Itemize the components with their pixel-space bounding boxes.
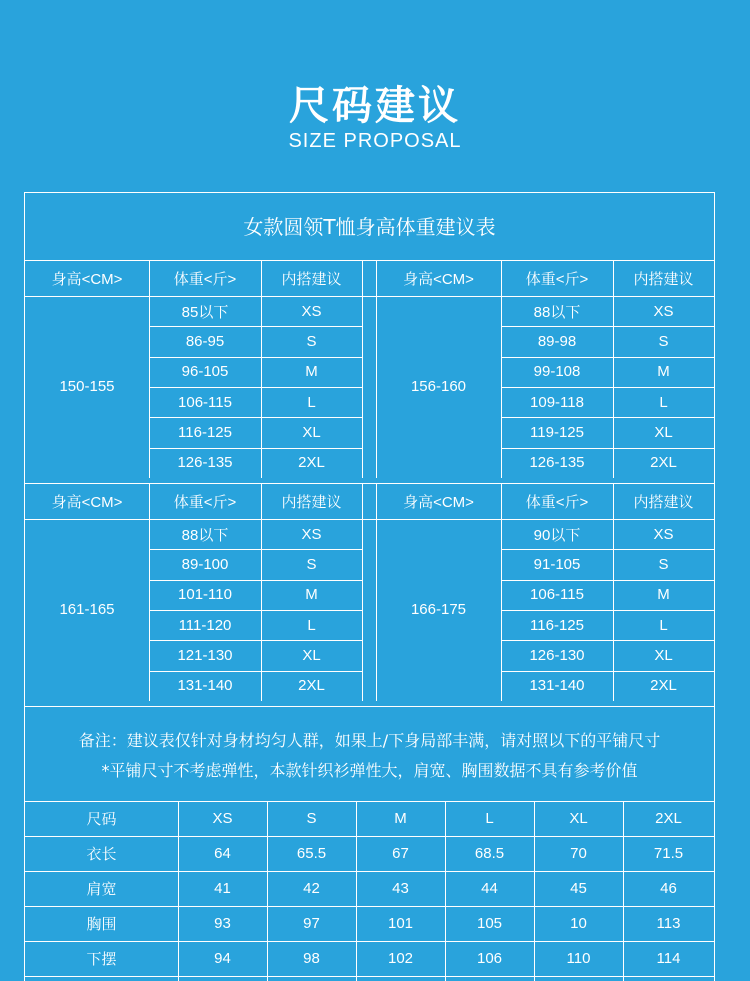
measure-value-cell: 42 [303, 880, 320, 897]
size-cell: XL [302, 646, 321, 664]
column-header: 体重<斤> [173, 270, 237, 288]
height-range-cell: 161-165 [59, 601, 115, 619]
size-cell: L [307, 393, 316, 411]
measure-size-header: XL [569, 810, 588, 827]
table-divider [149, 549, 362, 550]
weight-range-cell: 131-140 [529, 677, 585, 695]
size-chart-frame [24, 192, 715, 981]
weight-range-cell: 106-115 [530, 586, 584, 604]
weight-range-cell: 106-115 [178, 393, 232, 411]
column-header: 体重<斤> [525, 270, 589, 288]
size-cell: S [658, 332, 669, 350]
table-divider [534, 801, 535, 981]
measure-value-cell: 101 [387, 915, 414, 932]
measure-value-cell: 41 [214, 880, 231, 897]
page-title: 尺码建议 [289, 83, 461, 129]
size-cell: S [306, 555, 317, 573]
table-divider [613, 260, 614, 478]
table-divider [25, 706, 714, 707]
size-cell: S [658, 555, 669, 573]
measure-value-cell: 94 [214, 950, 231, 967]
note-line-1: 备注：建议表仅针对身材均匀人群，如果上/下身局部丰满，请对照以下的平铺尺寸 [78, 731, 661, 750]
measure-size-header: L [485, 810, 494, 827]
table-divider [149, 483, 150, 701]
table-divider [501, 640, 714, 641]
table-divider [362, 260, 363, 478]
table-divider [149, 260, 150, 478]
measure-value-cell: 67 [392, 845, 409, 862]
weight-range-cell: 86-95 [185, 332, 225, 350]
size-cell: XS [653, 525, 674, 543]
measure-value-cell: 65.5 [296, 845, 327, 862]
table-divider [149, 417, 362, 418]
table-divider [261, 483, 262, 701]
table-divider [149, 671, 362, 672]
table-divider [149, 640, 362, 641]
size-cell: S [306, 332, 317, 350]
size-cell: XL [654, 423, 673, 441]
column-header: 体重<斤> [173, 493, 237, 511]
weight-range-cell: 85以下 [181, 303, 229, 321]
table-divider [501, 387, 714, 388]
weight-range-cell: 109-118 [530, 393, 584, 411]
table-divider [501, 417, 714, 418]
weight-range-cell: 111-120 [178, 616, 232, 634]
size-cell: 2XL [650, 454, 677, 472]
note-line-2: *平铺尺寸不考虑弹性，本款针织衫弹性大，肩宽、胸围数据不具有参考价值 [101, 761, 638, 780]
table-divider [501, 549, 714, 550]
measure-value-cell: 102 [387, 950, 414, 967]
table-divider [501, 326, 714, 327]
table-divider [501, 483, 502, 701]
column-header: 体重<斤> [525, 493, 589, 511]
weight-range-cell: 116-125 [178, 423, 232, 441]
table-divider [267, 801, 268, 981]
page-subtitle: SIZE PROPOSAL [288, 130, 462, 152]
measure-size-header: S [306, 810, 317, 827]
weight-range-cell: 96-105 [181, 363, 229, 381]
size-cell: M [305, 363, 318, 381]
weight-range-cell: 89-100 [181, 555, 229, 573]
table-divider [356, 801, 357, 981]
measure-value-cell: 93 [214, 915, 231, 932]
size-cell: M [657, 586, 670, 604]
weight-range-cell: 99-108 [533, 363, 581, 381]
measure-row-label: 肩宽 [86, 881, 117, 898]
measure-value-cell: 44 [481, 880, 498, 897]
measure-size-header: XS [212, 810, 233, 827]
table-divider [501, 671, 714, 672]
column-header: 身高<CM> [403, 270, 474, 288]
size-cell: M [305, 586, 318, 604]
table-divider [376, 483, 377, 701]
measure-row-label: 衣长 [86, 846, 117, 863]
table-divider [149, 326, 362, 327]
table-divider [501, 260, 502, 478]
height-range-cell: 166-175 [410, 601, 467, 619]
weight-range-cell: 88以下 [533, 303, 581, 321]
column-header: 身高<CM> [403, 493, 474, 511]
measure-value-cell: 106 [476, 950, 503, 967]
weight-range-cell: 119-125 [530, 423, 584, 441]
table-divider [261, 260, 262, 478]
measure-value-cell: 110 [566, 950, 591, 967]
column-header: 内搭建议 [281, 270, 342, 288]
measure-value-cell: 71.5 [653, 845, 684, 862]
column-header: 内搭建议 [281, 493, 342, 511]
measure-value-cell: 113 [656, 915, 681, 932]
table-divider [501, 448, 714, 449]
measure-value-cell: 45 [570, 880, 587, 897]
table-divider [149, 610, 362, 611]
measure-value-cell: 64 [214, 845, 231, 862]
weight-range-cell: 126-130 [529, 646, 585, 664]
column-header: 内搭建议 [633, 493, 694, 511]
weight-range-cell: 89-98 [537, 332, 577, 350]
weight-range-cell: 121-130 [177, 646, 233, 664]
measure-size-header: M [394, 810, 407, 827]
table-divider [623, 801, 624, 981]
table-divider [501, 580, 714, 581]
measure-value-cell: 98 [303, 950, 320, 967]
column-header: 内搭建议 [633, 270, 694, 288]
measure-size-header: 2XL [655, 810, 682, 827]
measure-value-cell: 105 [476, 915, 503, 932]
measure-value-cell: 46 [660, 880, 677, 897]
size-cell: L [307, 616, 316, 634]
weight-range-cell: 116-125 [530, 616, 584, 634]
weight-range-cell: 88以下 [181, 526, 229, 544]
table-divider [362, 483, 363, 701]
measure-value-cell: 68.5 [474, 845, 505, 862]
recommend-table-title: 女款圆领T恤身高体重建议表 [243, 215, 496, 239]
size-cell: L [659, 616, 668, 634]
column-header: 身高<CM> [51, 270, 123, 288]
size-cell: 2XL [298, 454, 325, 472]
table-divider [501, 357, 714, 358]
table-divider [25, 976, 714, 977]
size-cell: XL [654, 646, 673, 664]
measure-row-label: 胸围 [86, 916, 117, 933]
measure-value-cell: 114 [656, 950, 681, 967]
table-divider [149, 448, 362, 449]
table-divider [149, 387, 362, 388]
size-cell: XS [301, 525, 322, 543]
weight-range-cell: 131-140 [177, 677, 233, 695]
weight-range-cell: 126-135 [529, 454, 585, 472]
weight-range-cell: 126-135 [177, 454, 233, 472]
table-divider [149, 357, 362, 358]
weight-range-cell: 101-110 [178, 586, 232, 604]
size-cell: XS [301, 302, 322, 320]
weight-range-cell: 91-105 [533, 555, 581, 573]
measure-header-label: 尺码 [86, 811, 117, 828]
size-cell: 2XL [650, 677, 677, 695]
height-range-cell: 150-155 [59, 378, 115, 396]
size-cell: M [657, 363, 670, 381]
size-cell: L [659, 393, 668, 411]
measure-value-cell: 10 [570, 915, 587, 932]
column-header: 身高<CM> [51, 493, 123, 511]
weight-range-cell: 90以下 [533, 526, 581, 544]
measure-value-cell: 97 [303, 915, 320, 932]
table-divider [501, 610, 714, 611]
size-cell: XS [653, 302, 674, 320]
height-range-cell: 156-160 [410, 378, 467, 396]
size-cell: XL [302, 423, 321, 441]
table-divider [376, 260, 377, 478]
measure-value-cell: 43 [392, 880, 409, 897]
table-divider [149, 580, 362, 581]
table-divider [445, 801, 446, 981]
measure-row-label: 下摆 [86, 951, 117, 968]
table-divider [178, 801, 179, 981]
table-divider [613, 483, 614, 701]
measure-value-cell: 70 [570, 845, 587, 862]
size-cell: 2XL [298, 677, 325, 695]
